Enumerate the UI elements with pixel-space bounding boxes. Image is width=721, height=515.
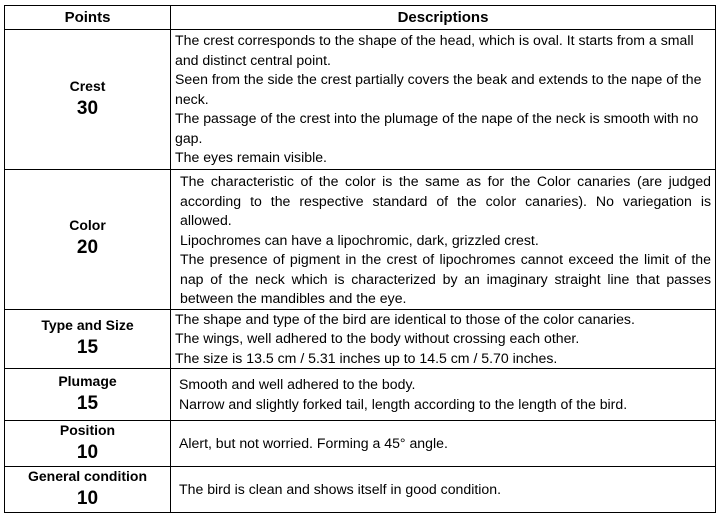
points-cell: [5, 467, 171, 513]
criterion-name: Position: [59, 421, 116, 438]
descriptions-header: Descriptions: [171, 6, 716, 30]
description-line: The shape and type of the bird are identical to those of the color canaries.: [175, 310, 635, 327]
description-line: Narrow and slightly forked tail, length according to the length of the bird.: [179, 395, 628, 412]
description-cell: [171, 421, 716, 467]
description-cell: [171, 30, 716, 170]
table-row: [5, 467, 716, 513]
criterion-name: Color: [69, 217, 106, 234]
criterion-name: Type and Size: [41, 316, 134, 333]
header-row: [5, 6, 716, 30]
description-line: Lipochromes can have a lipochromic, dark, grizzled crest.: [180, 231, 539, 248]
points-cell: [5, 369, 171, 421]
description-line: Alert, but not worried. Forming a 45° angle.: [179, 434, 448, 451]
description-line: The wings, well adhered to the body without crossing each other.: [175, 330, 580, 346]
criterion-name: Crest: [69, 77, 106, 94]
points-cell: [5, 170, 171, 310]
criterion-points: 15: [76, 336, 99, 358]
description-cell: [171, 369, 716, 421]
points-cell: [5, 30, 171, 170]
criterion-points: 10: [76, 487, 99, 509]
description-line: The characteristic of the color is the same as for the Color canaries (are judged according to the respective standard of the color canaries). No variegation is allowed.: [180, 173, 711, 228]
description-cell: [171, 467, 716, 513]
description-line: The passage of the crest into the plumage of the nape of the neck is smooth with no gap.: [175, 110, 699, 146]
table-row: [5, 30, 716, 170]
table-row: [5, 309, 716, 369]
description-line: The eyes remain visible.: [175, 149, 327, 165]
criterion-points: 30: [76, 97, 99, 119]
description-line: The crest corresponds to the shape of the head, which is oval. It starts from a small and distinct central point.: [175, 32, 694, 68]
criterion-points: 20: [76, 237, 99, 259]
description-cell: [171, 309, 716, 369]
criterion-name: Plumage: [58, 372, 117, 389]
table-row: [5, 170, 716, 310]
description-line: The presence of pigment in the crest of lipochromes cannot exceed the limit of the nap of the neck which is characterized by an imaginary straight line that passes between the mandibles and the eye.: [180, 251, 711, 306]
criterion-points: 15: [76, 392, 99, 414]
description-line: Seen from the side the crest partially covers the beak and extends to the nape of the neck.: [175, 71, 702, 107]
description-line: The size is 13.5 cm / 5.31 inches up to 14.5 cm / 5.70 inches.: [175, 349, 558, 366]
description-cell: [171, 170, 716, 310]
description-line: The bird is clean and shows itself in good condition.: [179, 480, 501, 497]
points-cell: [5, 421, 171, 467]
points-cell: [5, 309, 171, 369]
description-line: Smooth and well adhered to the body.: [179, 376, 416, 392]
criterion-name: General condition: [27, 467, 147, 484]
points-header: Points: [5, 6, 171, 30]
table-row: [5, 421, 716, 467]
table-row: [5, 369, 716, 421]
standard-table: [4, 5, 716, 513]
criterion-points: 10: [76, 441, 99, 463]
